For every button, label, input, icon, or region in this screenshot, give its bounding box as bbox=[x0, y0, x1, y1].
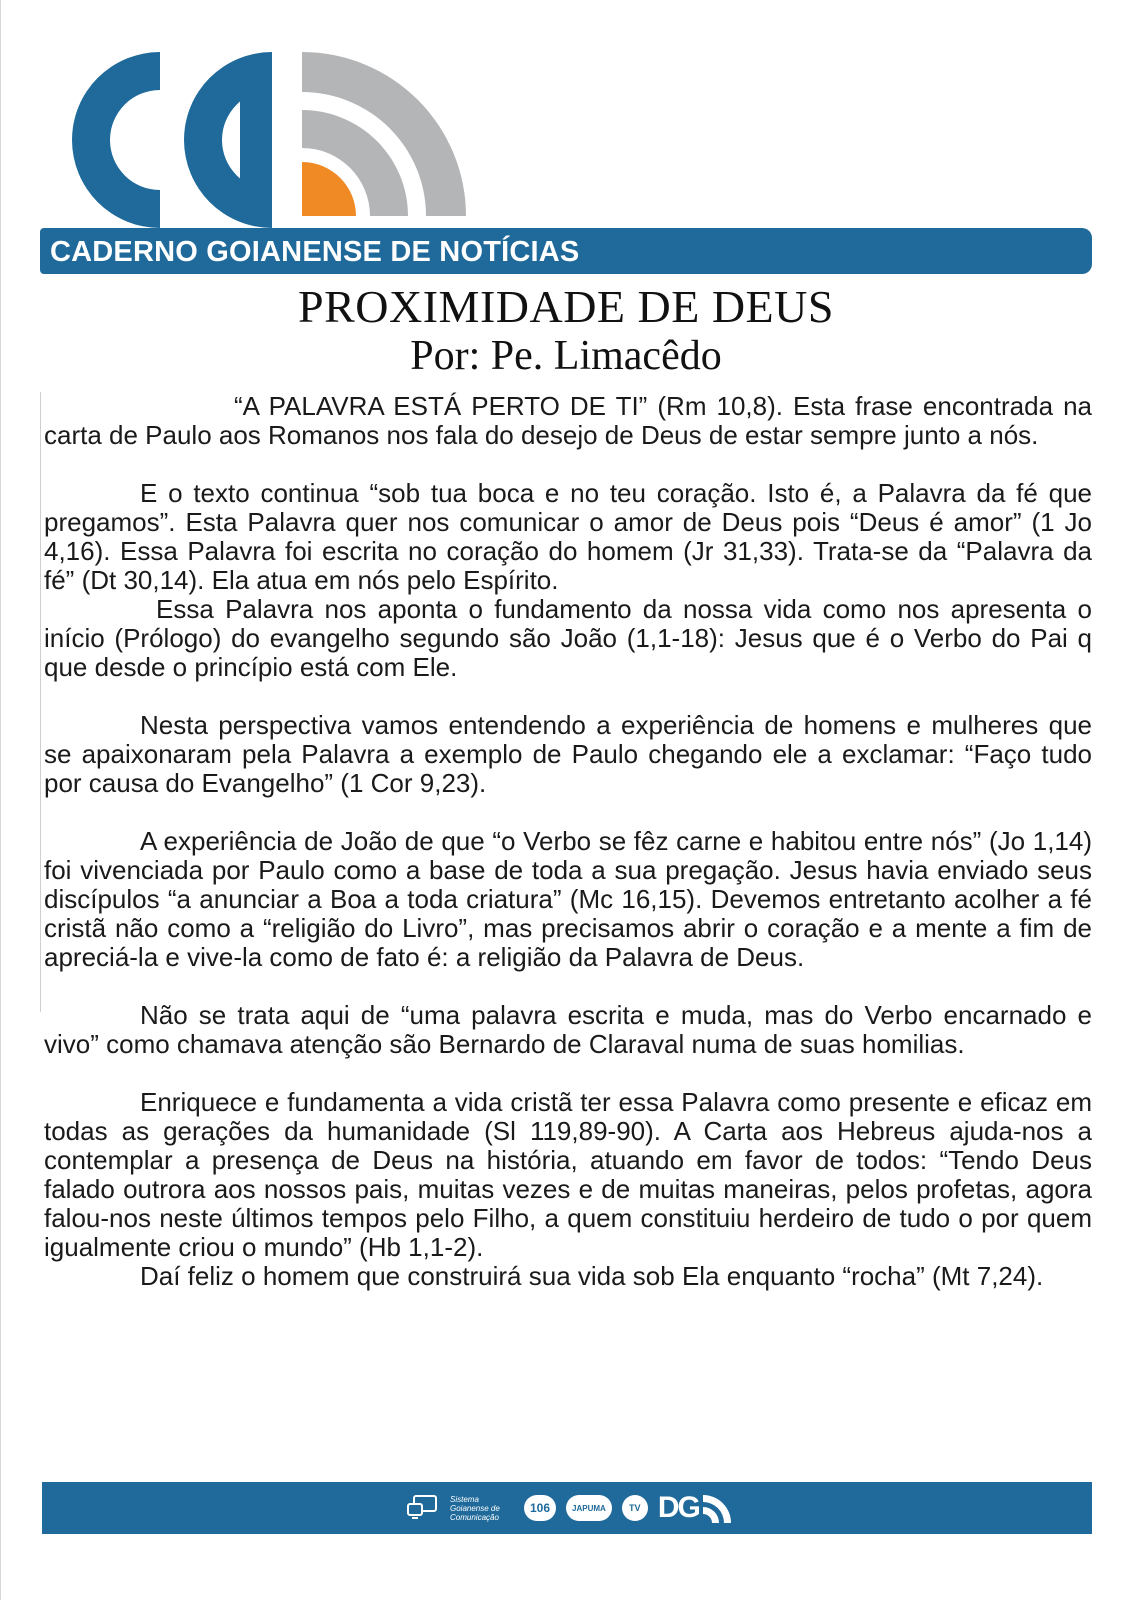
wifi-icon bbox=[701, 1493, 735, 1523]
margin-line bbox=[40, 392, 41, 1012]
article-author: Por: Pe. Limacêdo bbox=[410, 333, 722, 379]
dgi-logo: DG bbox=[658, 1491, 735, 1525]
footer-logos bbox=[406, 1490, 735, 1526]
japuma-logo: JAPUMA bbox=[566, 1495, 612, 1521]
logo-letter-c bbox=[72, 52, 160, 228]
page-edge bbox=[0, 0, 1, 1600]
paragraph: Nesta perspectiva vamos entendendo a experiência de homens e mulheres que se apaixonaram pela Palavra a exemplo de Paulo chegando ele a exclamar: “Faço tudo por causa do Evangelho” (1 Cor 9,23). bbox=[44, 710, 1092, 798]
sgc-label: Sistema Goianense de Comunicação bbox=[450, 1494, 500, 1522]
logo-arc-orange bbox=[302, 162, 356, 216]
paragraph: Enriquece e fundamenta a vida cristã ter essa Palavra como presente e eficaz em todas as gerações da humanidade (Sl 119,89-90). A Carta aos Hebreus ajuda-nos a contemplar a presença de Deus na história, atuando em favor de todos: “Tendo Deus falado outrora aos nossos pais, muitas vezes e de muitas maneiras, pelos profetas, agora falou-nos neste últimos tempos pelo Filho, a quem constituiu herdeiro de tudo o por quem igualmente criou o mundo” (Hb 1,1-2). bbox=[44, 1087, 1092, 1262]
radio-106-logo: 106 bbox=[524, 1495, 556, 1521]
paragraph: A experiência de João de que “o Verbo se fêz carne e habitou entre nós” (Jo 1,14) foi vivenciada por Paulo como a base de toda a sua pregação. Jesus havia enviado seus discípulos “a anunciar a Boa a toda criatura” (Mc 16,15). Devemos entretanto acolher a fé cristã não como a “religião do Livro”, mas precisamos abrir o coração e a mente a fim de apreciá-la e vive-la como de fato é: a religião da Palavra de Deus. bbox=[44, 826, 1092, 972]
tv-logo: TV bbox=[622, 1495, 648, 1521]
logo-letter-g-bar bbox=[240, 60, 272, 218]
cgn-logo bbox=[40, 50, 480, 230]
paragraph: Essa Palavra nos aponta o fundamento da nossa vida como nos apresenta o início (Prólogo) do evangelho segundo são João (1,1-18): Jesus que é o Verbo do Pai q que desde o princípio está com Ele. bbox=[44, 594, 1092, 682]
paragraph: Daí feliz o homem que construirá sua vida sob Ela enquanto “rocha” (Mt 7,24). bbox=[140, 1261, 1044, 1291]
paragraph: Não se trata aqui de “uma palavra escrita e muda, mas do Verbo encarnado e vivo” como chamava atenção são Bernardo de Claraval numa de suas homilias. bbox=[44, 1000, 1092, 1059]
header-banner bbox=[40, 228, 1092, 274]
article-body bbox=[44, 392, 1092, 1291]
article-title: PROXIMIDADE DE DEUS bbox=[298, 281, 834, 332]
paragraph: “A PALAVRA ESTÁ PERTO DE TI” (Rm 10,8). Esta frase encontrada na carta de Paulo aos Romanos nos fala do desejo de Deus de estar sempre junto a nós. bbox=[44, 391, 1092, 450]
banner-title: CADERNO GOIANENSE DE NOTÍCIAS bbox=[50, 236, 580, 268]
monitor-icon bbox=[406, 1493, 440, 1523]
paragraph: E o texto continua “sob tua boca e no teu coração. Isto é, a Palavra da fé que pregamos”. Esta Palavra quer nos comunicar o amor de Deus pois “Deus é amor” (1 Jo 4,16). Essa Palavra foi escrita no coração do homem (Jr 31,33). Trata-se da “Palavra da fé” (Dt 30,14). Ela atua em nós pelo Espírito. bbox=[44, 478, 1092, 595]
footer-bar bbox=[42, 1482, 1092, 1534]
